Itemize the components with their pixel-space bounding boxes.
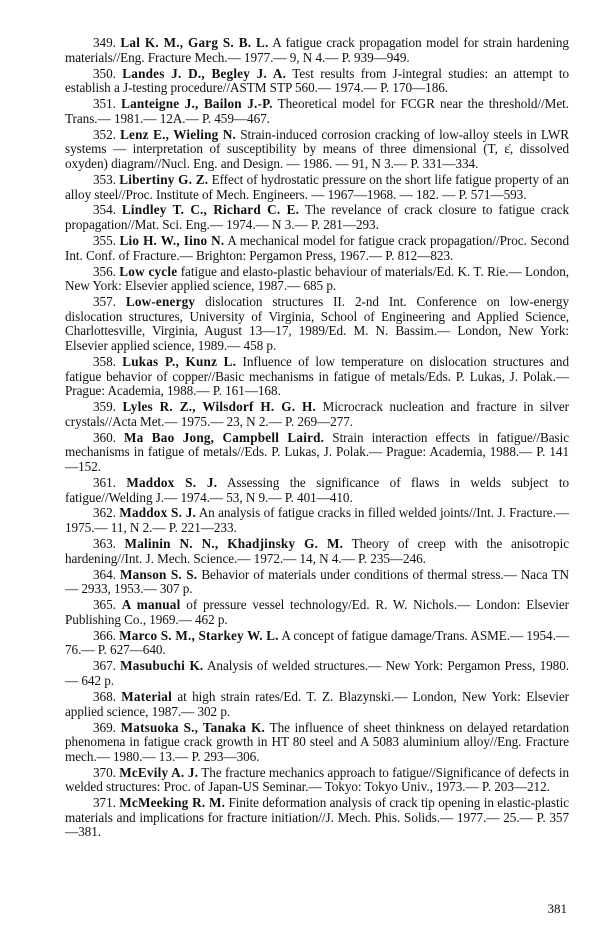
reference-authors: Lio H. W., Iino N. bbox=[119, 233, 225, 249]
reference-authors: Manson S. S. bbox=[119, 566, 198, 582]
reference-number: 349. bbox=[93, 35, 116, 50]
reference-authors: Malinin N. N., Khadjinsky G. M. bbox=[124, 536, 344, 552]
reference-entry bbox=[65, 568, 569, 597]
reference-text: A mechanical model for fatigue crack propagation//Proc. Second Int. Conf. of Fracture.— Brighton: Pergamon Press, 1967.— P. 812—823. bbox=[65, 233, 570, 263]
reference-number: 360. bbox=[93, 429, 116, 445]
reference-authors: Low-energy bbox=[125, 294, 196, 310]
reference-authors: McMeeking R. M. bbox=[119, 795, 226, 811]
reference-number: 365. bbox=[93, 597, 116, 613]
reference-entry bbox=[65, 265, 569, 294]
reference-number: 358. bbox=[93, 353, 116, 369]
reference-number: 361. bbox=[93, 474, 116, 490]
reference-entry bbox=[65, 766, 569, 795]
reference-authors: Lindley T. C., Richard C. E. bbox=[121, 202, 300, 218]
reference-text: The influence of sheet thinkness on delayed retardation phenomena in fatigue crack growth in HT 80 steel and A 5083 aluminium alloy//Eng. Fracture mech.— 1980.— 13.— P. 293—306. bbox=[65, 719, 570, 764]
reference-number: 354. bbox=[93, 202, 116, 218]
reference-entry bbox=[65, 506, 569, 535]
reference-authors: Lyles R. Z., Wilsdorf H. G. H. bbox=[122, 399, 317, 415]
reference-authors: A manual bbox=[121, 597, 181, 613]
reference-number: 368. bbox=[93, 688, 116, 704]
reference-entry bbox=[65, 431, 569, 475]
reference-authors: Masubuchi K. bbox=[120, 658, 204, 674]
reference-number: 351. bbox=[93, 96, 116, 112]
reference-authors: Lal K. M., Garg S. B. L. bbox=[120, 35, 269, 50]
reference-text: of pressure vessel technology/Ed. R. W. Nichols.— London: Elsevier Publishing Co., 1969.— 462 p. bbox=[65, 597, 569, 627]
reference-text: A fatigue crack propagation model for strain hardening materials//Eng. Fracture Mech.— 1977.— 9, N 4.— P. 939—949. bbox=[65, 35, 569, 65]
reference-entry bbox=[65, 537, 569, 566]
reference-number: 366. bbox=[93, 627, 116, 643]
reference-entry bbox=[65, 67, 569, 96]
reference-entry bbox=[65, 128, 569, 172]
reference-text: fatigue and elasto-plastic behaviour of materials/Ed. K. T. Rie.— London, New York: Elsevier applied science, 1987.— 685 p. bbox=[65, 263, 570, 294]
reference-text: The revelance of crack closure to fatigue crack propagation//Mat. Sci. Eng.— 1974.— N 3.— P. 281—293. bbox=[65, 202, 569, 233]
reference-number: 369. bbox=[93, 719, 116, 735]
reference-authors: Lanteigne J., Bailon J.-P. bbox=[121, 96, 273, 112]
reference-number: 359. bbox=[93, 399, 116, 415]
reference-text: Theory of creep with the anisotropic hardening//Int. J. Mech. Science.— 1972.— 14, N 4.— P. 235—246. bbox=[65, 536, 570, 566]
reference-entry bbox=[65, 97, 569, 126]
reference-number: 353. bbox=[93, 171, 116, 187]
reference-text: Analysis of welded structures.— New York: Pergamon Press, 1980.— 642 p. bbox=[65, 658, 569, 688]
reference-entry bbox=[65, 36, 569, 65]
reference-authors: Low cycle bbox=[119, 263, 178, 279]
reference-entry bbox=[65, 796, 569, 840]
reference-entry bbox=[65, 476, 569, 505]
reference-text: Finite deformation analysis of crack tip opening in elastic-plastic materials and implications for fracture initiation//J. Mech. Phis. Solids.— 1977.— 25.— P. 357—381. bbox=[65, 795, 569, 840]
reference-number: 364. bbox=[93, 566, 116, 582]
reference-number: 350. bbox=[93, 65, 116, 81]
reference-number: 356. bbox=[93, 263, 116, 279]
reference-authors: Material bbox=[121, 688, 172, 704]
reference-authors: Marco S. M., Starkey W. L. bbox=[119, 627, 279, 643]
reference-authors: Landes J. D., Begley J. A. bbox=[122, 65, 287, 81]
reference-text: Influence of low temperature on dislocation structures and fatigue behavior of copper//Basic mechanisms in fatigue of metals/Eds. P. Lukas, J. Polak.— Prague: Academia, 1988.— P. 161—168. bbox=[65, 353, 569, 399]
reference-authors: Matsuoka S., Tanaka K. bbox=[120, 719, 266, 735]
reference-number: 355. bbox=[93, 233, 116, 249]
reference-entry bbox=[65, 355, 569, 399]
reference-text: Test results from J-integral studies: an attempt to establish a J-testing procedure//ASTM STP 560.— 1974.— P. 170—186. bbox=[65, 65, 570, 96]
reference-authors: Lenz E., Wieling N. bbox=[120, 126, 237, 142]
reference-text: A concept of fatigue damage/Trans. ASME.— 1954.— 76.— P. 627—640. bbox=[65, 627, 569, 658]
reference-authors: Libertiny G. Z. bbox=[119, 171, 209, 187]
reference-authors: Maddox S. J. bbox=[126, 474, 218, 490]
reference-entry bbox=[65, 173, 569, 202]
reference-entry bbox=[65, 721, 569, 765]
reference-text: Assessing the significance of flaws in welds subject to fatigue//Welding J.— 1974.— 53, N 9.— P. 401—410. bbox=[65, 474, 570, 505]
reference-authors: Maddox S. J. bbox=[119, 505, 197, 521]
reference-text: An analysis of fatigue cracks in filled welded joints//Int. J. Fracture.— 1975.— 11, N 2.— P. 221—233. bbox=[65, 505, 569, 536]
reference-entry bbox=[65, 598, 569, 627]
reference-text: Effect of hydrostatic pressure on the short life fatigue property of an alloy steel//Proc. Institute of Mech. Engineers. — 1967—1968. — 182. — P. 571—593. bbox=[65, 171, 569, 202]
reference-text: Strain interaction effects in fatigue//Basic mechanisms in fatigue of metals//Eds. P. Lukas, J. Polak.— Prague: Academia, 1988.— P. 141—152. bbox=[65, 429, 569, 474]
reference-authors: McEvily A. J. bbox=[119, 764, 199, 780]
reference-text: dislocation structures II. 2-nd Int. Conference on low-energy dislocation structures, University of Virginia, School of Engineering and Applied Science, Charlottesville, Virginia, August 13—17, 1989/Ed. M. N. Bassim.— London, New York: Elsevier applied science, 1989.— 458 p. bbox=[65, 294, 570, 353]
reference-number: 363. bbox=[93, 536, 116, 552]
reference-number: 370. bbox=[93, 764, 116, 780]
reference-number: 357. bbox=[93, 294, 116, 310]
reference-number: 352. bbox=[93, 126, 116, 142]
reference-number: 362. bbox=[93, 505, 116, 521]
reference-entry bbox=[65, 203, 569, 232]
reference-text: The fracture mechanics approach to fatigue//Significance of defects in welded structures: Proc. of Japan-US Seminar.— Tokyo: Tokyo Univ., 1973.— P. 203—212. bbox=[65, 764, 570, 795]
reference-list bbox=[65, 36, 569, 840]
reference-entry bbox=[65, 234, 569, 263]
reference-authors: Lukas P., Kunz L. bbox=[122, 353, 237, 369]
reference-entry bbox=[65, 295, 569, 353]
reference-authors: Ma Bao Jong, Campbell Laird. bbox=[124, 429, 325, 445]
reference-entry bbox=[65, 690, 569, 719]
reference-text: Theoretical model for FCGR near the threshold//Met. Trans.— 1981.— 12A.— P. 459—467. bbox=[65, 96, 570, 126]
reference-text: Microcrack nucleation and fracture in silver crystals//Acta Met.— 1975.— 23, N 2.— P. 269—277. bbox=[65, 399, 570, 429]
reference-text: Behavior of materials under conditions of thermal stress.— Naca TN — 2933, 1953.— 307 p. bbox=[65, 566, 570, 597]
reference-entry bbox=[65, 400, 569, 429]
reference-number: 367. bbox=[93, 658, 116, 674]
reference-text: Strain-induced corrosion cracking of low-alloy steels in LWR systems — interpretation of susceptibility by means of three dimensional (T, ε̇, dissolved oxyden) diagram//Nucl. Eng. and Design. — 1986. — 91, N 3.— P. 331—334. bbox=[65, 126, 569, 171]
reference-text: at high strain rates/Ed. T. Z. Blazynski.— London, New York: Elsevier applied science, 1987.— 302 p. bbox=[65, 688, 570, 719]
reference-entry bbox=[65, 659, 569, 688]
reference-number: 371. bbox=[93, 795, 116, 811]
reference-entry bbox=[65, 629, 569, 658]
page-number: 381 bbox=[547, 901, 567, 916]
